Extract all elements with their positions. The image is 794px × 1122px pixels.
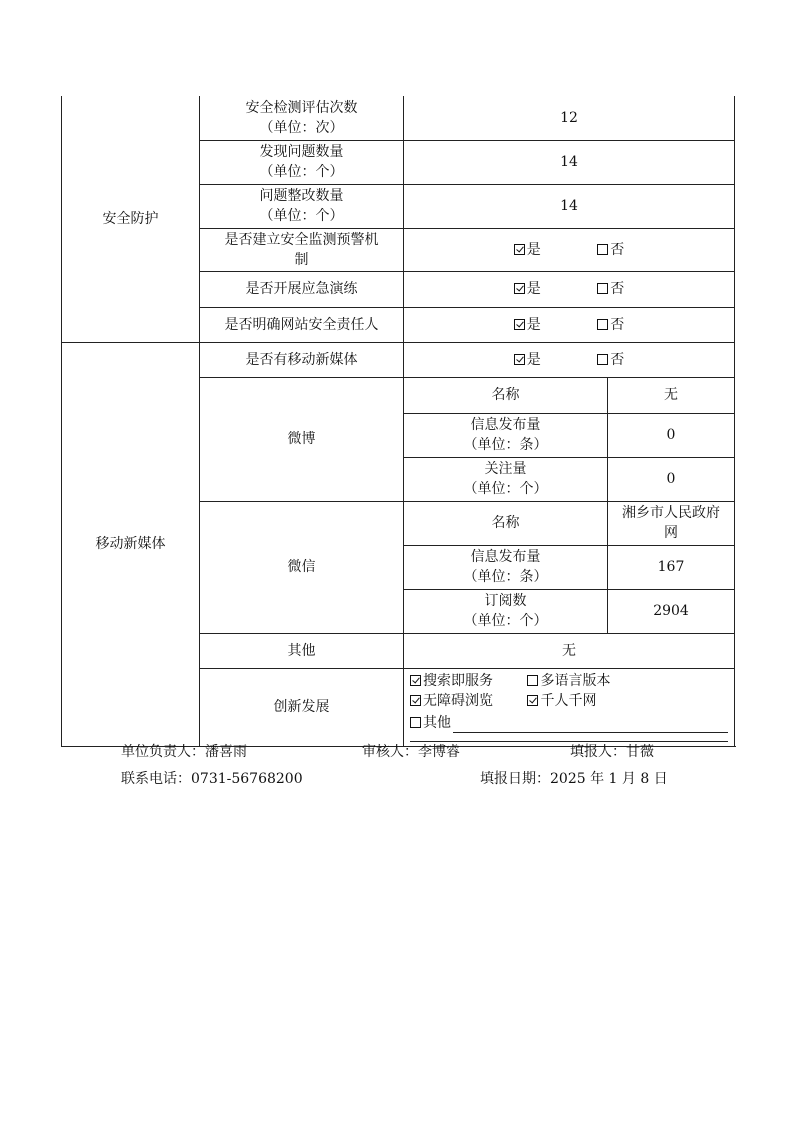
wechat-label: 微信: [200, 501, 404, 633]
checkbox-yes[interactable]: [514, 354, 525, 365]
check-options: 是 否: [404, 271, 735, 307]
weibo-label: 微博: [200, 377, 404, 501]
security-row-value: 12: [404, 96, 735, 140]
wechat-name-value: 湘乡市人民政府 网: [608, 501, 735, 545]
weibo-follow-label: 关注量 （单位：个）: [404, 457, 608, 501]
other-fill-line[interactable]: [453, 718, 728, 733]
security-row-value: 14: [404, 184, 735, 228]
weibo-posts-value: 0: [608, 413, 735, 457]
checkbox-other[interactable]: [410, 717, 421, 728]
check-label: 是否开展应急演练: [200, 271, 404, 307]
checkbox-multilingual[interactable]: [527, 675, 538, 686]
checkbox-yes[interactable]: [514, 244, 525, 255]
security-row-label: 发现问题数量 （单位：个）: [200, 140, 404, 184]
security-row-value: 14: [404, 140, 735, 184]
checkbox-yes[interactable]: [514, 319, 525, 330]
checkbox-search-service[interactable]: [410, 675, 421, 686]
wechat-name-label: 名称: [404, 501, 608, 545]
footer-reviewer: 审核人：李博睿: [362, 744, 460, 760]
table-row: [62, 96, 735, 140]
table-row: [62, 342, 735, 377]
footer-phone: 联系电话：0731-56768200: [121, 771, 303, 787]
weibo-name-label: 名称: [404, 377, 608, 413]
report-table: [61, 96, 735, 747]
check-options: 是 否: [404, 228, 735, 271]
wechat-posts-label: 信息发布量 （单位：条）: [404, 545, 608, 589]
security-section-label: 安全防护: [62, 96, 200, 342]
wechat-posts-value: 167: [608, 545, 735, 589]
checkbox-no[interactable]: [597, 244, 608, 255]
checkbox-no[interactable]: [597, 319, 608, 330]
weibo-posts-label: 信息发布量 （单位：条）: [404, 413, 608, 457]
footer-filler: 填报人：甘薇: [570, 744, 654, 760]
checkbox-no[interactable]: [597, 354, 608, 365]
checkbox-yes[interactable]: [514, 283, 525, 294]
checkbox-personalized[interactable]: [527, 695, 538, 706]
innovation-section-label: 创新发展: [200, 668, 404, 746]
check-label: 是否有移动新媒体: [200, 342, 404, 377]
security-row-label: 问题整改数量 （单位：个）: [200, 184, 404, 228]
innovation-options: 搜索即服务 多语言版本 无障碍浏览 千人千网 其他: [404, 668, 735, 746]
other-label: 其他: [200, 633, 404, 668]
security-row-label: 安全检测评估次数 （单位：次）: [200, 96, 404, 140]
footer-head: 单位负责人：潘喜雨: [121, 744, 247, 760]
check-label: 是否建立安全监测预警机 制: [200, 228, 404, 271]
wechat-subs-label: 订阅数 （单位：个）: [404, 589, 608, 633]
checkbox-no[interactable]: [597, 283, 608, 294]
wechat-subs-value: 2904: [608, 589, 735, 633]
other-value: 无: [404, 633, 735, 668]
mobile-section-label: 移动新媒体: [62, 342, 200, 746]
weibo-name-value: 无: [608, 377, 735, 413]
check-options: 是 否: [404, 307, 735, 342]
checkbox-accessibility[interactable]: [410, 695, 421, 706]
weibo-follow-value: 0: [608, 457, 735, 501]
footer-date: 填报日期：2025 年 1 月 8 日: [480, 771, 668, 787]
check-label: 是否明确网站安全责任人: [200, 307, 404, 342]
check-options: 是 否: [404, 342, 735, 377]
